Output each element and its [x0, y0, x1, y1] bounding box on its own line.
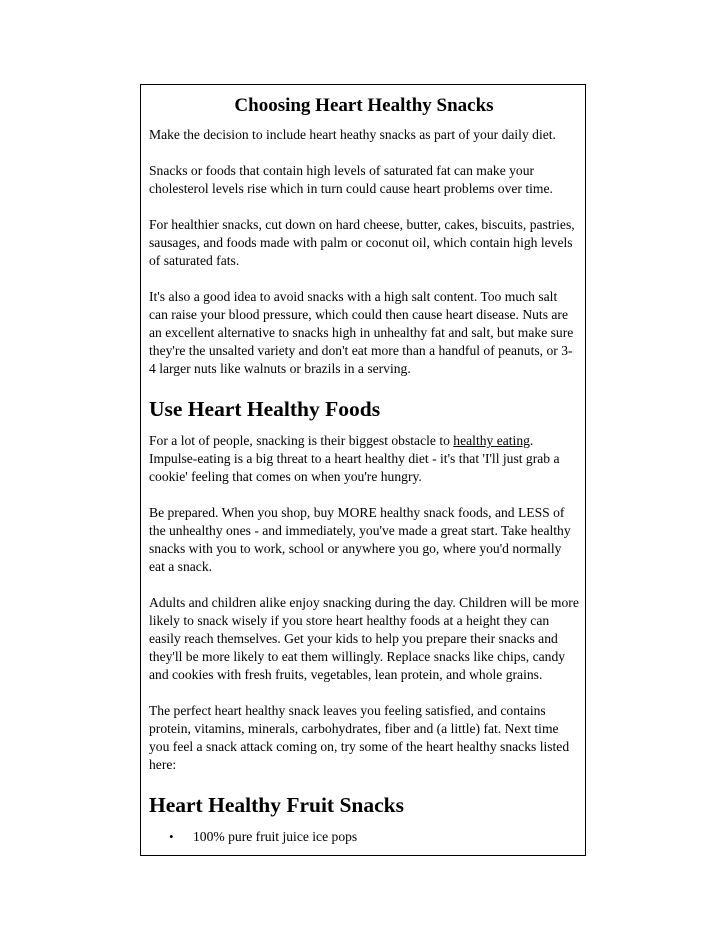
section1-paragraph-3: Adults and children alike enjoy snacking during the day. Children will be more likely to snack wisely if you store heart healthy foods at a height they can easily reach themselves. Get your kids to help you prepare their snacks and they'll be more likely to eat them willingly. Replace snacks like chips, candy and cookies with fresh fruits, vegetables, lean protein, and whole grains.	[149, 595, 579, 682]
intro-paragraph-4: It's also a good idea to avoid snacks with a high salt content. Too much salt can raise your blood pressure, which could then cause heart disease. Nuts are an excellent alternative to snacks high in unhealthy fat and salt, but make sure they're the unsalted variety and don't eat more than a handful of peanuts, or 3-4 larger nuts like walnuts or brazils in a serving.	[149, 289, 574, 376]
section1-paragraph-1-start: For a lot of people, snacking is their biggest obstacle to	[149, 433, 454, 448]
list-item-text: 100% pure fruit juice ice pops	[193, 829, 358, 844]
intro-paragraph-3: For healthier snacks, cut down on hard cheese, butter, cakes, biscuits, pastries, sausages, and foods made with palm or coconut oil, which contain high levels of saturated fats.	[149, 217, 575, 268]
section1-paragraph-2: Be prepared. When you shop, buy MORE healthy snack foods, and LESS of the unhealthy ones - and immediately, you've made a great start. Take healthy snacks with you to work, school or anywhere you go, where you'd normally eat a snack.	[149, 505, 571, 574]
bullet-icon: •	[169, 829, 174, 844]
document-page	[140, 84, 586, 856]
healthy-eating-link[interactable]: healthy eating	[453, 433, 530, 448]
intro-paragraph-1: Make the decision to include heart heathy snacks as part of your daily diet.	[149, 127, 556, 142]
section-heading-fruit-snacks: Heart Healthy Fruit Snacks	[149, 793, 404, 817]
document-title: Choosing Heart Healthy Snacks	[234, 95, 494, 116]
fruit-snacks-list	[149, 828, 579, 846]
section1-paragraph-1-end: . Impulse-eating is a big threat to a heart healthy diet - it's that 'I'll just grab a cookie' feeling that comes on when you're hungry.	[149, 433, 560, 484]
section-heading-heart-healthy-foods: Use Heart Healthy Foods	[149, 397, 381, 421]
list-item	[169, 828, 579, 846]
document-content	[149, 95, 579, 846]
section1-paragraph-4: The perfect heart healthy snack leaves you feeling satisfied, and contains protein, vitamins, minerals, carbohydrates, fiber and (a little) fat. Next time you feel a snack attack coming on, try some of the heart healthy snacks listed here:	[149, 703, 570, 772]
section1-paragraph-1	[149, 432, 579, 486]
intro-paragraph-2: Snacks or foods that contain high levels of saturated fat can make your cholesterol levels rise which in turn could cause heart problems over time.	[149, 163, 553, 196]
